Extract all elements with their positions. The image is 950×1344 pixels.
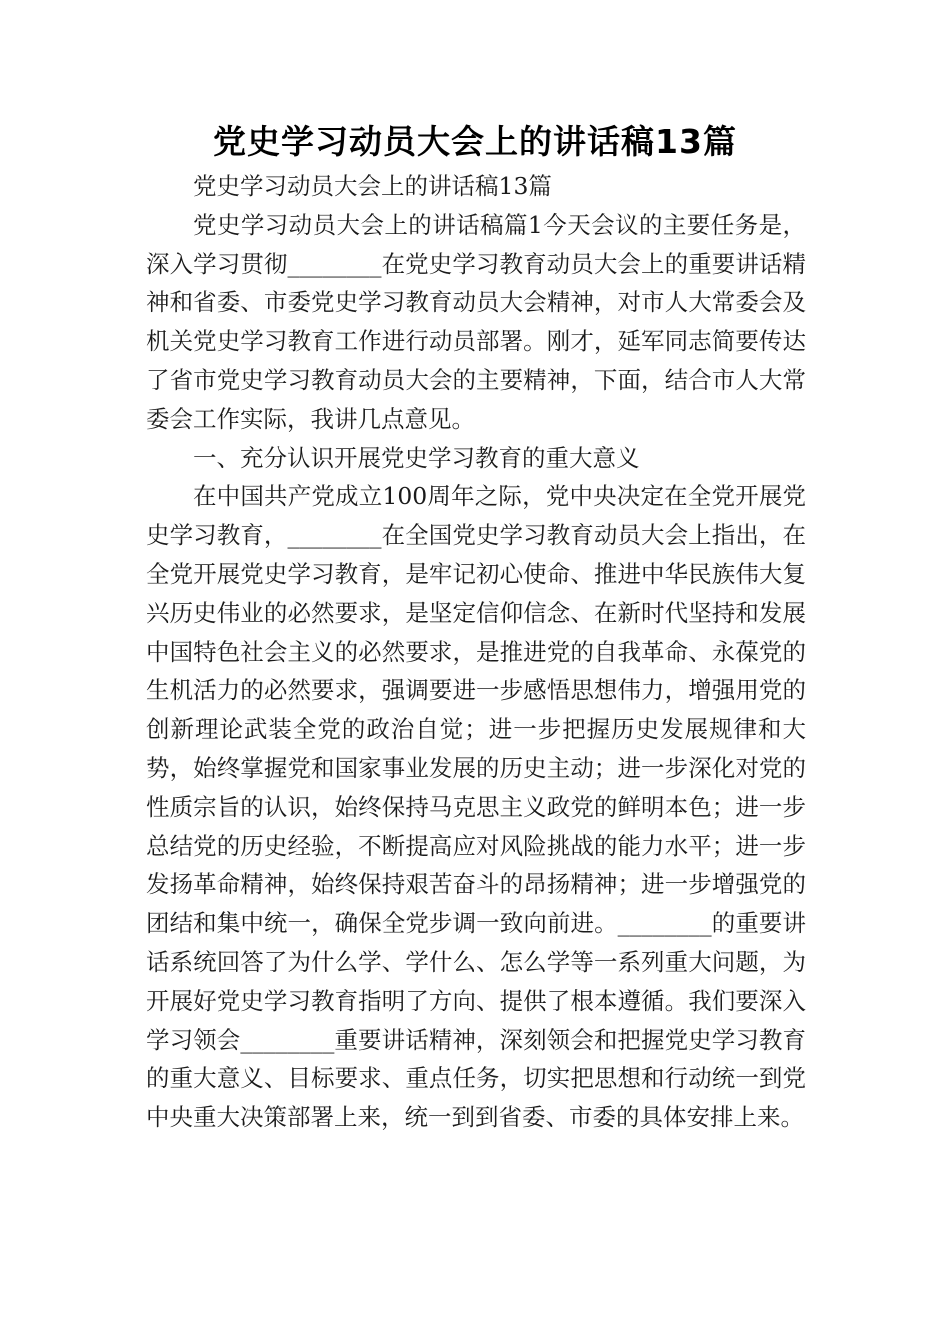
subtitle-paragraph: 党史学习动员大会上的讲话稿13篇 <box>193 172 552 200</box>
section-heading: 一、充分认识开展党史学习教育的重大意义 <box>193 443 640 472</box>
body-paragraph: 在中国共产党成立100周年之际，党中央决定在全党开展党史学习教育，________在全国党史学习教育动员大会上指出，在全党开展党史学习教育，是牢记初心使命、推进中华民族伟大复兴历史伟业的必然要求，是坚定信仰信念、在新时代坚持和发展中国特色社会主义的必然要求，是推进党的自我革命、永葆党的生机活力的必然要求，强调要进一步感悟思想伟力，增强用党的创新理论武装全党的政治自觉；进一步把握历史发展规律和大势，始终掌握党和国家事业发展的历史主动；进一步深化对党的性质宗旨的认识，始终保持马克思主义政党的鲜明本色；进一步总结党的历史经验，不断提高应对风险挑战的能力水平；进一步发扬革命精神，始终保持艰苦奋斗的昂扬精神；进一步增强党的团结和集中统一，确保全党步调一致向前进。________的重要讲话系统回答了为什么学、学什么、怎么学等一系列重大问题，为开展好党史学习教育指明了方向、提供了根本遵循。我们要深入学习领会________重要讲话精神，深刻领会和把握党史学习教育的重大意义、目标要求、重点任务，切实把思想和行动统一到党中央重大决策部署上来，统一到到省委、市委的具体安排上来。 <box>146 482 806 1132</box>
body-paragraph: 党史学习动员大会上的讲话稿篇1今天会议的主要任务是，深入学习贯彻________在党史学习教育动员大会上的重要讲话精神和省委、市委党史学习教育动员大会精神，对市人大常委会及机关党史学习教育工作进行动员部署。刚才，延军同志简要传达了省市党史学习教育动员大会的主要精神，下面，结合市人大常委会工作实际，我讲几点意见。 <box>146 210 806 433</box>
document-body <box>146 167 806 1137</box>
document-title: 党史学习动员大会上的讲话稿13篇 <box>213 122 737 161</box>
